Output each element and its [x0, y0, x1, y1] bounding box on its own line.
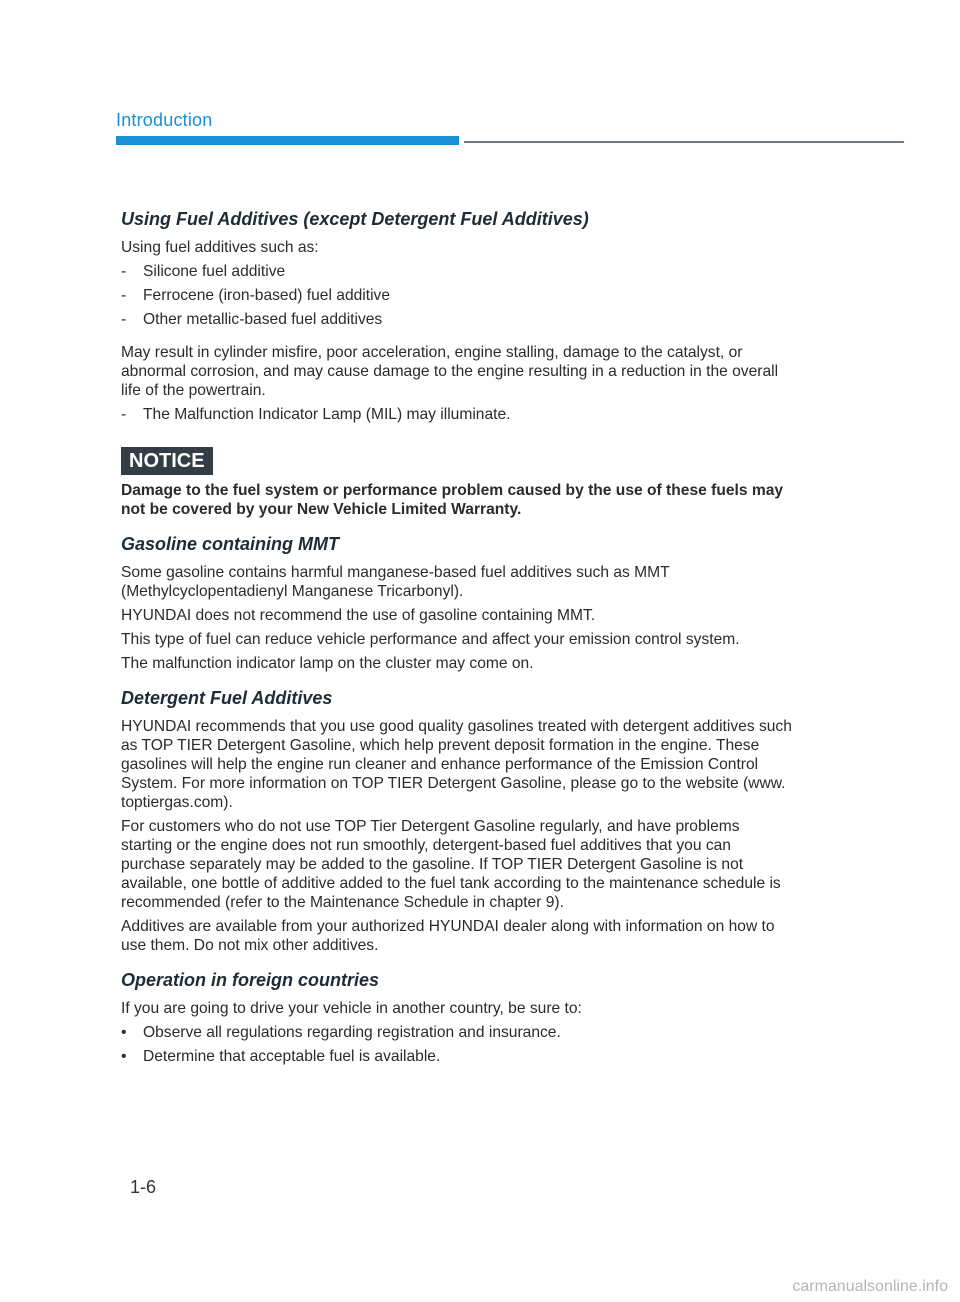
- section-detergent: [121, 687, 793, 955]
- heading-mmt: Gasoline containing MMT: [121, 534, 340, 554]
- fuel-additives-intro: Using fuel additives such as:: [121, 239, 319, 256]
- heading-foreign: Operation in foreign countries: [121, 970, 380, 990]
- bullet-marker: •: [121, 1024, 127, 1041]
- heading-fuel-additives: Using Fuel Additives (except Detergent Fuel Additives): [121, 209, 589, 229]
- list-item-text: Observe all regulations regarding registration and insurance.: [143, 1024, 561, 1041]
- fuel-additives-list: [121, 262, 793, 329]
- list-item-text: Other metallic-based fuel additives: [143, 311, 383, 328]
- detergent-paragraph: HYUNDAI recommends that you use good quality gasolines treated with detergent additives such as TOP TIER Detergent Gasoline, which help prevent deposit formation in the engine. These gasolines will help the engine run cleaner and enhance performance of the Emission Control System. For more information on TOP TIER Detergent Gasoline, please go to the website (www. toptiergas.com).: [121, 718, 792, 811]
- list-item: [121, 405, 793, 424]
- list-item: [121, 262, 793, 281]
- page-content: [121, 208, 793, 1071]
- list-item: [121, 286, 793, 305]
- detergent-paragraph: For customers who do not use TOP Tier Detergent Gasoline regularly, and have problems starting or the engine does not run smoothly, detergent-based fuel additives that you can purchase separately may be added to the gasoline. If TOP TIER Detergent Gasoline is not available, one bottle of additive added to the fuel tank according to the maintenance schedule is recommended (refer to the Maintenance Schedule in chapter 9).: [121, 818, 781, 911]
- list-item: [121, 1023, 793, 1042]
- header-accent-rule: [116, 136, 459, 145]
- mmt-paragraph: Some gasoline contains harmful manganese-based fuel additives such as MMT (Methylcyclopentadienyl Manganese Tricarbonyl).: [121, 564, 670, 600]
- detergent-paragraph: Additives are available from your authorized HYUNDAI dealer along with information on how to use them. Do not mix other additives.: [121, 918, 775, 954]
- page-number: 1-6: [130, 1177, 157, 1197]
- foreign-intro: If you are going to drive your vehicle in another country, be sure to:: [121, 1000, 582, 1017]
- notice-badge: NOTICE: [121, 447, 213, 475]
- list-item-text: Determine that acceptable fuel is available.: [143, 1048, 441, 1065]
- section-foreign: [121, 969, 793, 1066]
- list-item: [121, 310, 793, 329]
- mmt-paragraph: The malfunction indicator lamp on the cluster may come on.: [121, 655, 534, 672]
- dash-marker: -: [121, 263, 127, 280]
- dash-marker: -: [121, 287, 127, 304]
- notice-text: Damage to the fuel system or performance problem caused by the use of these fuels may not be covered by your New Vehicle Limited Warranty.: [121, 482, 784, 518]
- watermark: carmanualsonline.info: [792, 1278, 948, 1295]
- foreign-list: [121, 1023, 793, 1066]
- heading-detergent: Detergent Fuel Additives: [121, 688, 333, 708]
- fuel-additives-result: May result in cylinder misfire, poor acceleration, engine stalling, damage to the catalyst, or abnormal corrosion, and may cause damage to the engine resulting in a reduction in the overall life of the powertrain.: [121, 344, 779, 399]
- list-item-text: The Malfunction Indicator Lamp (MIL) may illuminate.: [143, 406, 511, 423]
- dash-marker: -: [121, 406, 127, 423]
- dash-marker: -: [121, 311, 127, 328]
- mmt-paragraph: This type of fuel can reduce vehicle performance and affect your emission control system.: [121, 631, 740, 648]
- section-header-label: Introduction: [116, 110, 213, 130]
- list-item: [121, 1047, 793, 1066]
- mmt-paragraph: HYUNDAI does not recommend the use of gasoline containing MMT.: [121, 607, 596, 624]
- header-divider-rule: [464, 141, 904, 143]
- section-mmt: [121, 533, 793, 673]
- mil-note-list: [121, 405, 793, 424]
- bullet-marker: •: [121, 1048, 127, 1065]
- list-item-text: Silicone fuel additive: [143, 263, 286, 280]
- list-item-text: Ferrocene (iron-based) fuel additive: [143, 287, 391, 304]
